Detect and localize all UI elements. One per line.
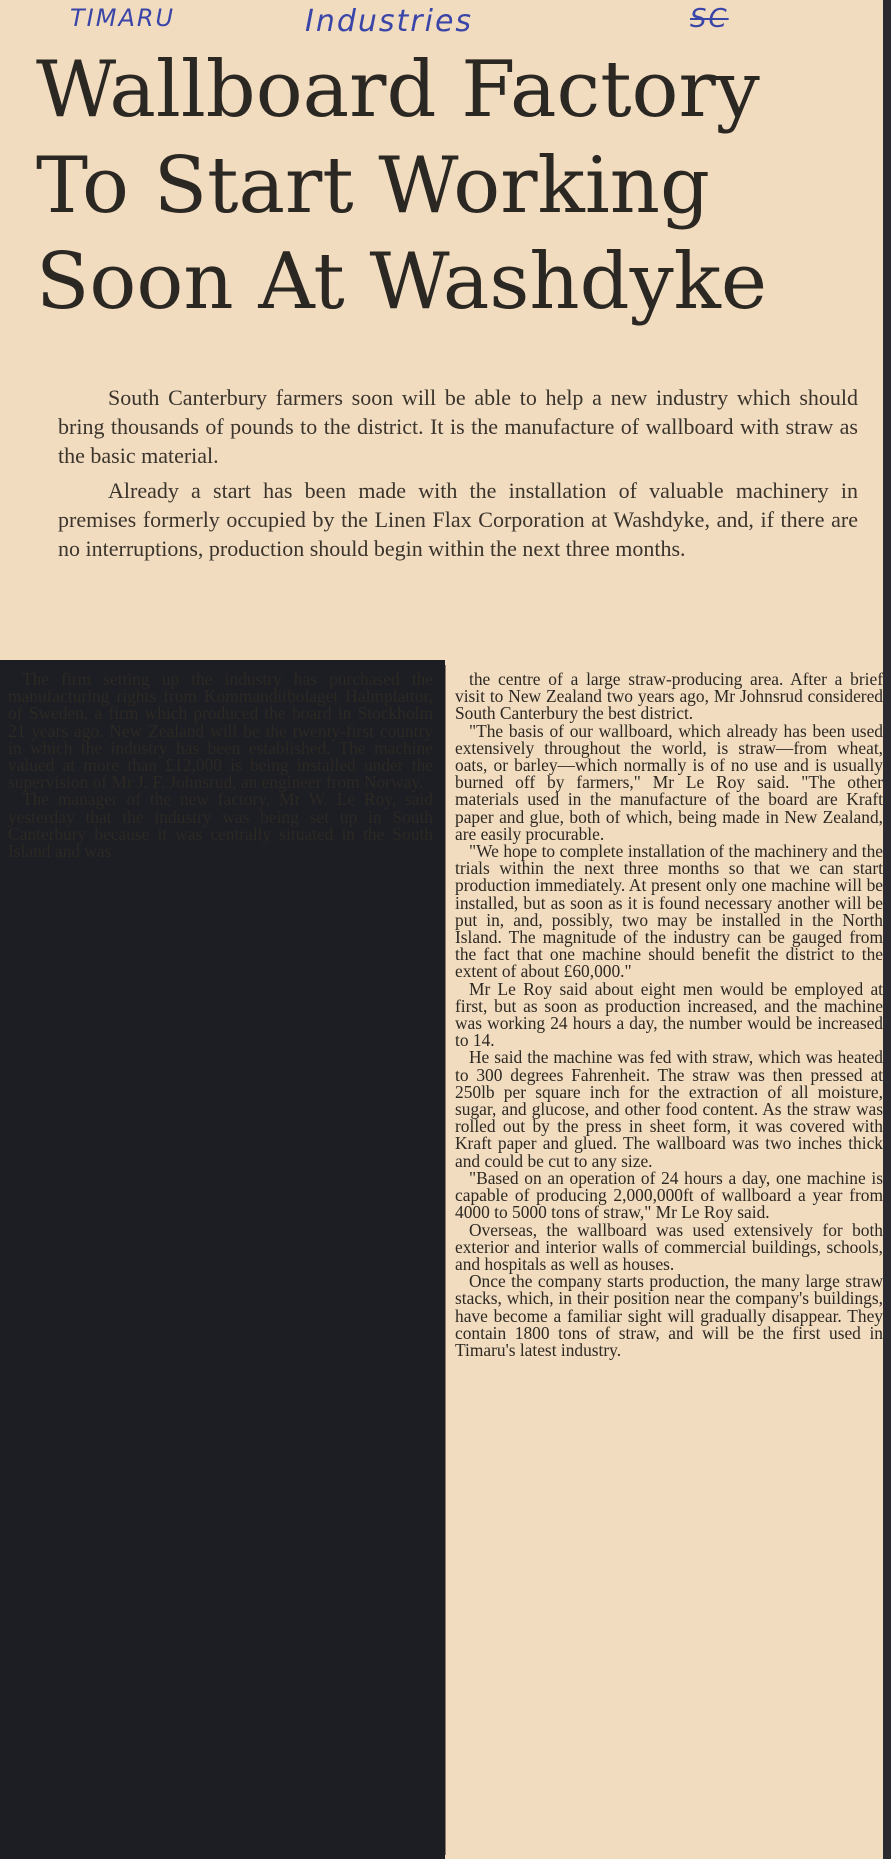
article-intro [58,383,858,569]
body-paragraph: Overseas, the wallboard was used extensively for both exterior and interior walls of commercial buildings, schools, and hospitals as well as houses. [455,1219,883,1274]
body-paragraph: He said the machine was fed with straw, which was heated to 300 degrees Fahrenheit. The straw was then pressed at 250lb per square inch for the extraction of all moisture, sugar, and glucose, and other food content. As the straw was rolled out by the press in sheet form, it was covered with Kraft paper and glued. The wallboard was two inches thick and could be cut to any size. [455,1047,883,1171]
body-paragraph: "The basis of our wallboard, which already has been used extensively throughout the world, is straw—from wheat, oats, or barley—which normally is of no use and is usually burned off by farmers," Mr Le Roy said. "The other materials used in the manufacture of the board are Kraft paper and glue, both of which, being made in New Zealand, are easily procurable. [455,720,883,844]
scan-edge [883,0,891,1859]
article-column-left [8,671,433,860]
body-paragraph: The firm setting up the industry has purchased the manufacturing rights from Kommanditbolaget Halmplattor, of Sweden, a firm which produced the board in Stockholm 21 years ago. New Zealand will be the twenty-first country in which the industry has been established. The machine valued at more than £12,000 is being installed under the supervision of Mr J. F. Johnsrud, an engineer from Norway. [8,669,433,793]
headline-line-1: Wallboard Factory [36,45,760,135]
body-paragraph: "Based on an operation of 24 hours a day, one machine is capable of producing 2,000,000ft of wallboard a year from 4000 to 5000 tons of straw," Mr Le Roy said. [455,1167,883,1223]
body-paragraph: the centre of a large straw-producing area. After a brief visit to New Zealand two years ago, Mr Johnsrud considered South Canterbury the best district. [455,669,883,724]
handwritten-note-code: SC [690,4,729,34]
headline-line-3: Soon At Washdyke [36,237,768,327]
intro-paragraph: South Canterbury farmers soon will be able to help a new industry which should bring thousands of pounds to the district. It is the manufacture of wallboard with straw as the basic material. [58,385,858,468]
article-column-right [455,671,883,1359]
body-paragraph: The manager of the new factory, Mr W. Le Roy, said yesterday that the industry was being set up in South Canterbury because it was centrally situated in the South Island and was [8,789,433,862]
body-paragraph: "We hope to complete installation of the machinery and the trials within the next three months so that we can start production immediately. At present only one machine will be installed, but as soon as it is found necessary another will be put in, and, possibly, two may be installed in the North Island. The magnitude of the industry can be gauged from the fact that one machine should benefit the district to the extent of about £60,000." [455,841,883,982]
body-paragraph: Mr Le Roy said about eight men would be employed at first, but as soon as production increased, and the machine was working 24 hours a day, the number would be increased to 14. [455,978,883,1051]
handwritten-note-subject: Industries [305,4,474,39]
body-paragraph: Once the company starts production, the many large straw stacks, which, in their position near the company's buildings, have become a familiar sight will gradually disappear. They contain 1800 tons of straw, and will be the first used in Timaru's latest industry. [455,1271,883,1360]
handwritten-note-location: TIMARU [70,4,176,32]
headline-line-2: To Start Working [36,141,710,231]
intro-paragraph: Already a start has been made with the installation of valuable machinery in premises formerly occupied by the Linen Flax Corporation at Washdyke, and, if there are no interruptions, production should begin within the next three months. [58,478,858,561]
column-divider [445,665,446,1855]
article-headline [36,42,876,330]
